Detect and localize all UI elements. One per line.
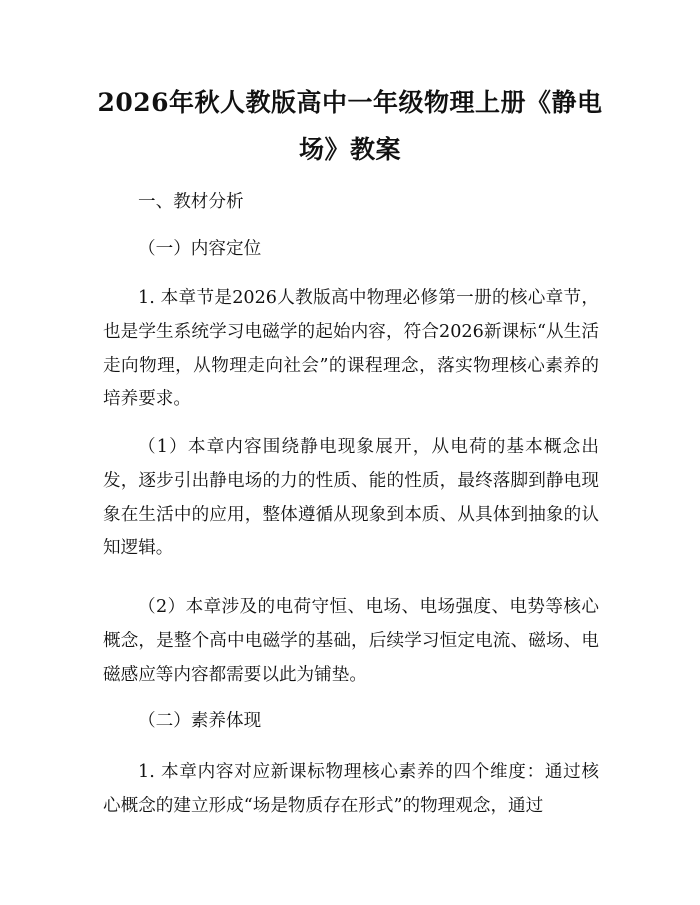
subsection-heading-content-positioning: （一）内容定位 bbox=[138, 239, 262, 259]
paragraph-content-structure: （1）本章内容围绕静电现象展开，从电荷的基本概念出发，逐步引出静电场的力的性质、能的性质，最终落脚到静电现象在生活中的应用，整体遵循从现象到本质、从具体到抽象的认知逻辑。 bbox=[103, 437, 599, 559]
subsection-heading-literacy: （二）素养体现 bbox=[138, 711, 262, 731]
section-heading-textbook-analysis: 一、教材分析 bbox=[138, 192, 244, 212]
document-title-line-2: 场》教案 bbox=[298, 135, 401, 164]
paragraph-chapter-overview: 1. 本章节是2026人教版高中物理必修第一册的核心章节，也是学生系统学习电磁学的起始内容，符合2026新课标“从生活走向物理，从物理走向社会”的课程理念，落实物理核心素养的培养要求。 bbox=[103, 288, 599, 410]
paragraph-core-concepts: （2）本章涉及的电荷守恒、电场、电场强度、电势等核心概念，是整个高中电磁学的基础，后续学习恒定电流、磁场、电磁感应等内容都需要以此为铺垫。 bbox=[103, 597, 599, 685]
document-title-line-1: 2026年秋人教版高中一年级物理上册《静电 bbox=[97, 88, 603, 117]
paragraph-literacy-dimensions: 1. 本章内容对应新课标物理核心素养的四个维度：通过核心概念的建立形成“场是物质存在形式”的物理观念，通过 bbox=[103, 762, 599, 816]
